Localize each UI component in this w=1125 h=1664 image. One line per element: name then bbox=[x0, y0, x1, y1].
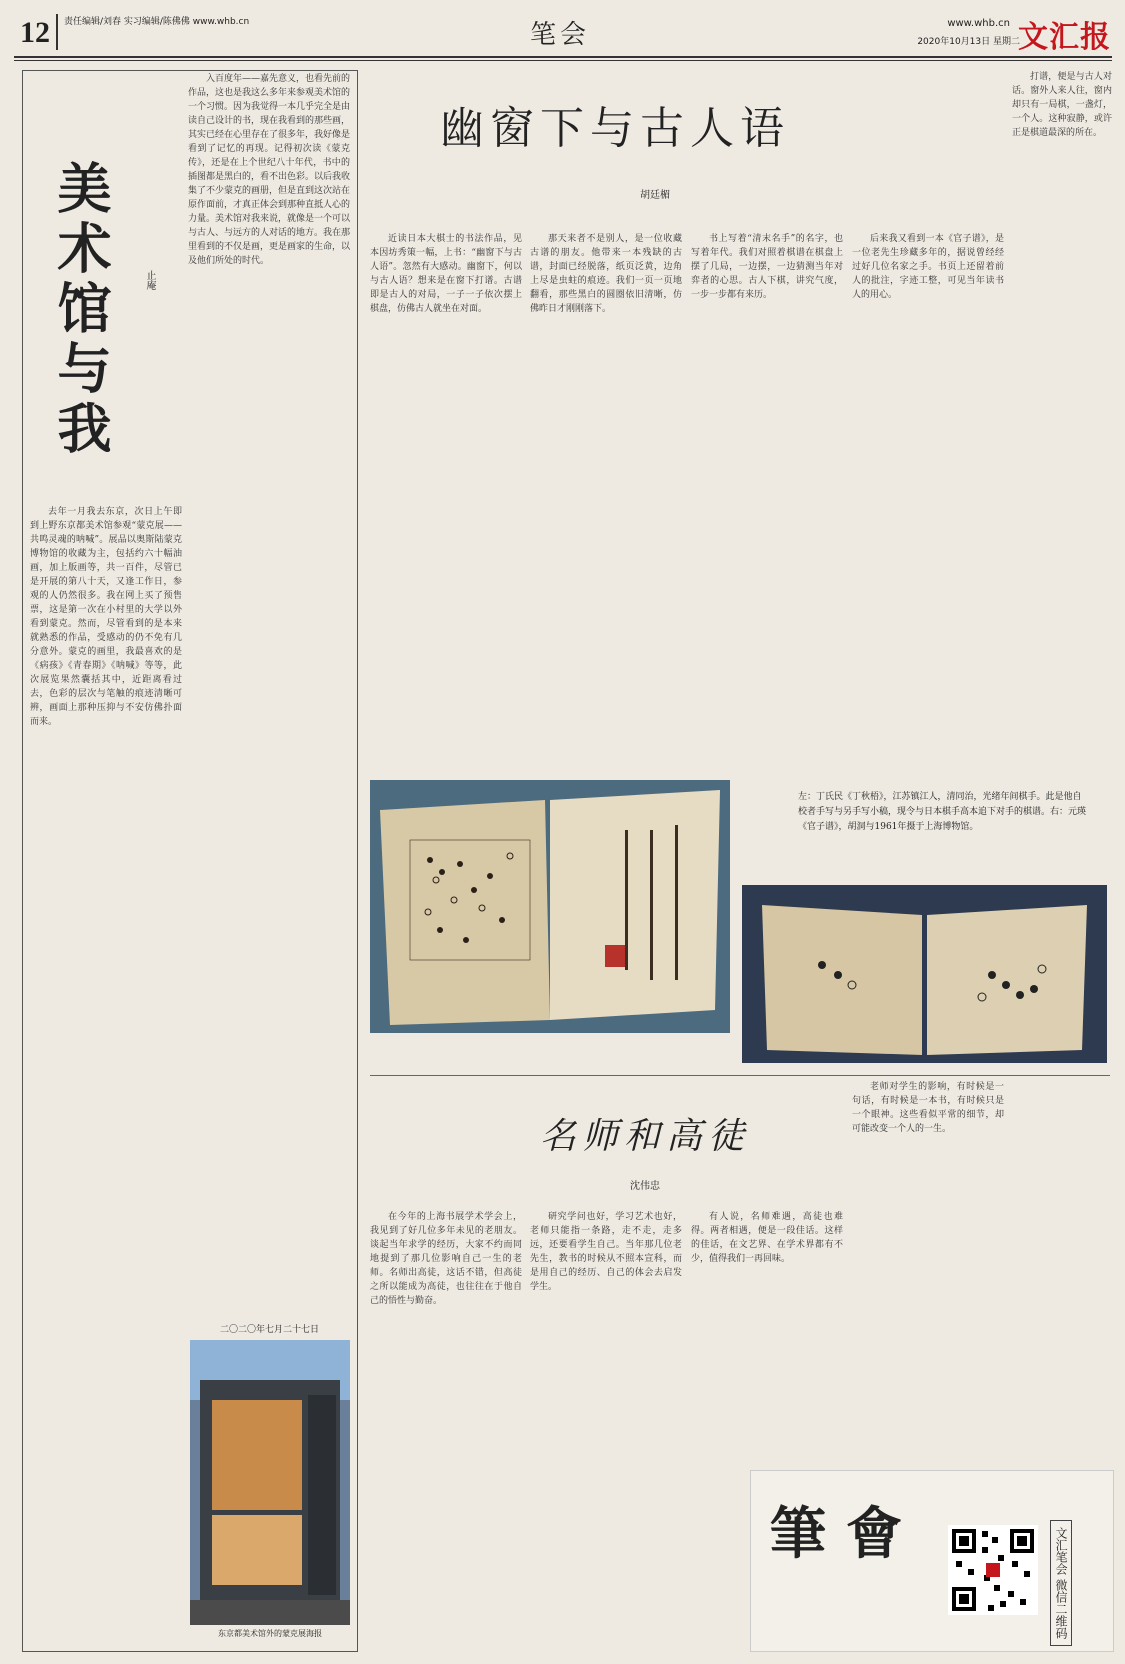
munch-exhibition-photo bbox=[190, 1340, 350, 1625]
paragraph: 打谱，便是与古人对话。窗外人来人往，窗内却只有一局棋，一盏灯，一个人。这种寂静，或许正是棋道最深的所在。 bbox=[1012, 72, 1112, 138]
sub-article-column-2 bbox=[530, 1210, 682, 1650]
paragraph: 在今年的上海书展学术学会上，我见到了好几位多年未见的老朋友。谈起当年求学的经历，大家不约而同地提到了那几位影响自己一生的老师。名师出高徒，这话不错，但高徒之所以能成为高徒，也往往在于他自己的悟性与勤奋。 bbox=[370, 1212, 522, 1306]
paragraph: 后来我又看到一本《官子谱》，是一位老先生珍藏多年的，据说曾经经过好几位名家之手。书页上还留着前人的批注，字迹工整，可见当年读书人的用心。 bbox=[852, 234, 1004, 300]
main-article-column-4 bbox=[852, 232, 1004, 752]
open-go-book-photo bbox=[742, 885, 1107, 1063]
main-article-title: 幽窗下与古人语 bbox=[440, 103, 790, 154]
masthead-rule bbox=[14, 56, 1112, 58]
left-article-author: 止庵 bbox=[144, 270, 155, 290]
paragraph: 有人说，名师难遇，高徒也难得。两者相遇，便是一段佳话。这样的佳话，在文艺界、在学术界都有不少，值得我们一再回味。 bbox=[691, 1212, 843, 1264]
page-number: 12 bbox=[20, 16, 50, 49]
qr-label: 文汇笔会 微信二维码 bbox=[1050, 1520, 1072, 1646]
main-article-author: 胡廷楣 bbox=[640, 190, 670, 201]
issue-date: 2020年10月13日 星期二 bbox=[917, 37, 1020, 47]
left-article-date: 二〇二〇年七月二十七日 bbox=[220, 1325, 320, 1335]
sub-article-column-4 bbox=[852, 1080, 1004, 1460]
sub-article-author: 沈伟忠 bbox=[630, 1181, 660, 1192]
left-article-column-1 bbox=[30, 505, 182, 1645]
left-photo-caption: 东京都美术馆外的蒙克展海报 bbox=[218, 1629, 322, 1638]
masthead-divider bbox=[56, 14, 58, 50]
paragraph: 那天来者不是别人，是一位收藏古谱的朋友。他带来一本残缺的古谱，封面已经脱落，纸页泛黄，边角上尽是虫蛀的痕迹。我们一页一页地翻看，那些黑白的圆圈依旧清晰，仿佛昨日才刚刚落下。 bbox=[530, 234, 682, 314]
main-article-column-5 bbox=[1012, 70, 1112, 750]
paragraph: 研究学问也好，学习艺术也好，老师只能指一条路，走不走，走多远，还要看学生自己。当年那几位老先生，教书的时候从不照本宣科，而是用自己的经历、自己的体会去启发学生。 bbox=[530, 1212, 682, 1292]
qr-code-icon[interactable] bbox=[948, 1525, 1038, 1615]
paragraph: 书上写着“清末名手”的名字，也写着年代。我们对照着棋谱在棋盘上摆了几局，一边摆，一边猜测当年对弈者的心思。古人下棋，讲究气度，一步一步都有来历。 bbox=[691, 234, 843, 300]
main-article-column-2 bbox=[530, 232, 682, 752]
main-article-column-1 bbox=[370, 232, 522, 752]
paragraph: 老师对学生的影响，有时候是一句话，有时候是一本书，有时候只是一个眼神。这些看似平常的细节，却可能改变一个人的一生。 bbox=[852, 1082, 1004, 1134]
paragraph: 近读日本大棋士的书法作品，见本因坊秀策一幅，上书：“幽窗下与古人语”。忽然有大感动。幽窗下，何以与古人语？想来是在窗下打谱。古谱即是古人的对局，一子一子依次摆上棋盘，仿佛古人就坐在对面。 bbox=[370, 234, 522, 314]
editor-info: 责任编辑/刘春 实习编辑/陈佛佛 www.whb.cn bbox=[64, 17, 250, 27]
section-title: 笔会 bbox=[530, 20, 591, 50]
website-link[interactable]: www.whb.cn bbox=[947, 18, 1010, 29]
masthead-rule-thin bbox=[14, 60, 1112, 61]
newspaper-logo: 文汇报 bbox=[1018, 20, 1111, 55]
paragraph: 入百度年——嘉先意义，也看先前的作品，这也是我这么多年来参观美术馆的一个习惯。因为我觉得一本几乎完全是由读自己设计的书，现在我看到的那些画，其实已经在心里存在了很多年，我好像是看到了记忆的再现。记得初次读《蒙克传》，还是在上个世纪八十年代，书中的插图都是黑白的，看不出色彩。以后我收集了不少蒙克的画册，但是直到这次站在原作面前，才真正体会到那种直抵人心的力量。美术馆对我来说，就像是一个可以与古人、与远方的人对话的地方。我在那里看到的不仅是画，更是画家的生命，以及他们所处的时代。 bbox=[188, 74, 350, 266]
paragraph: 去年一月我去东京，次日上午即到上野东京都美术馆参观“蒙克展——共鸣灵魂的呐喊”。展品以奥斯陆蒙克博物馆的收藏为主，包括约六十幅油画，加上版画等，共一百件，尽管已是开展的第八十天，又逢工作日，参观的人仍然很多。我在网上买了预售票，这是第一次在小村里的大学以外看到蒙克。然而，尽管看到的是本来就熟悉的作品，受感动的仍不免有几分意外。蒙克的画里，我最喜欢的是《病孩》《青春期》《呐喊》等等，此次展览果然囊括其中，近距离看过去，色彩的层次与笔触的痕迹清晰可辨，画面上那种压抑与不安仿佛扑面而来。 bbox=[30, 507, 182, 727]
go-manuscript-photo bbox=[370, 780, 730, 1033]
main-photo-caption: 左：丁氏民《丁秋梧》，江苏镇江人，清同治，光绪年间棋手。此是他自校者手写与另手写小稿，现令与日本棋手高本追下对手的棋谱。右：元瑛《官子谱》，胡洞与1961年摄于上海博物馆。 bbox=[798, 792, 1087, 832]
main-article-column-3 bbox=[691, 232, 843, 752]
article-divider bbox=[370, 1075, 1110, 1076]
sub-article-column-1 bbox=[370, 1210, 522, 1650]
bihui-calligraphy-logo: 筆會 bbox=[770, 1501, 922, 1567]
left-article-column-2 bbox=[188, 72, 350, 1317]
left-article-title: 美术馆与我 bbox=[49, 160, 113, 460]
sub-article-title: 名师和高徒 bbox=[540, 1116, 751, 1157]
